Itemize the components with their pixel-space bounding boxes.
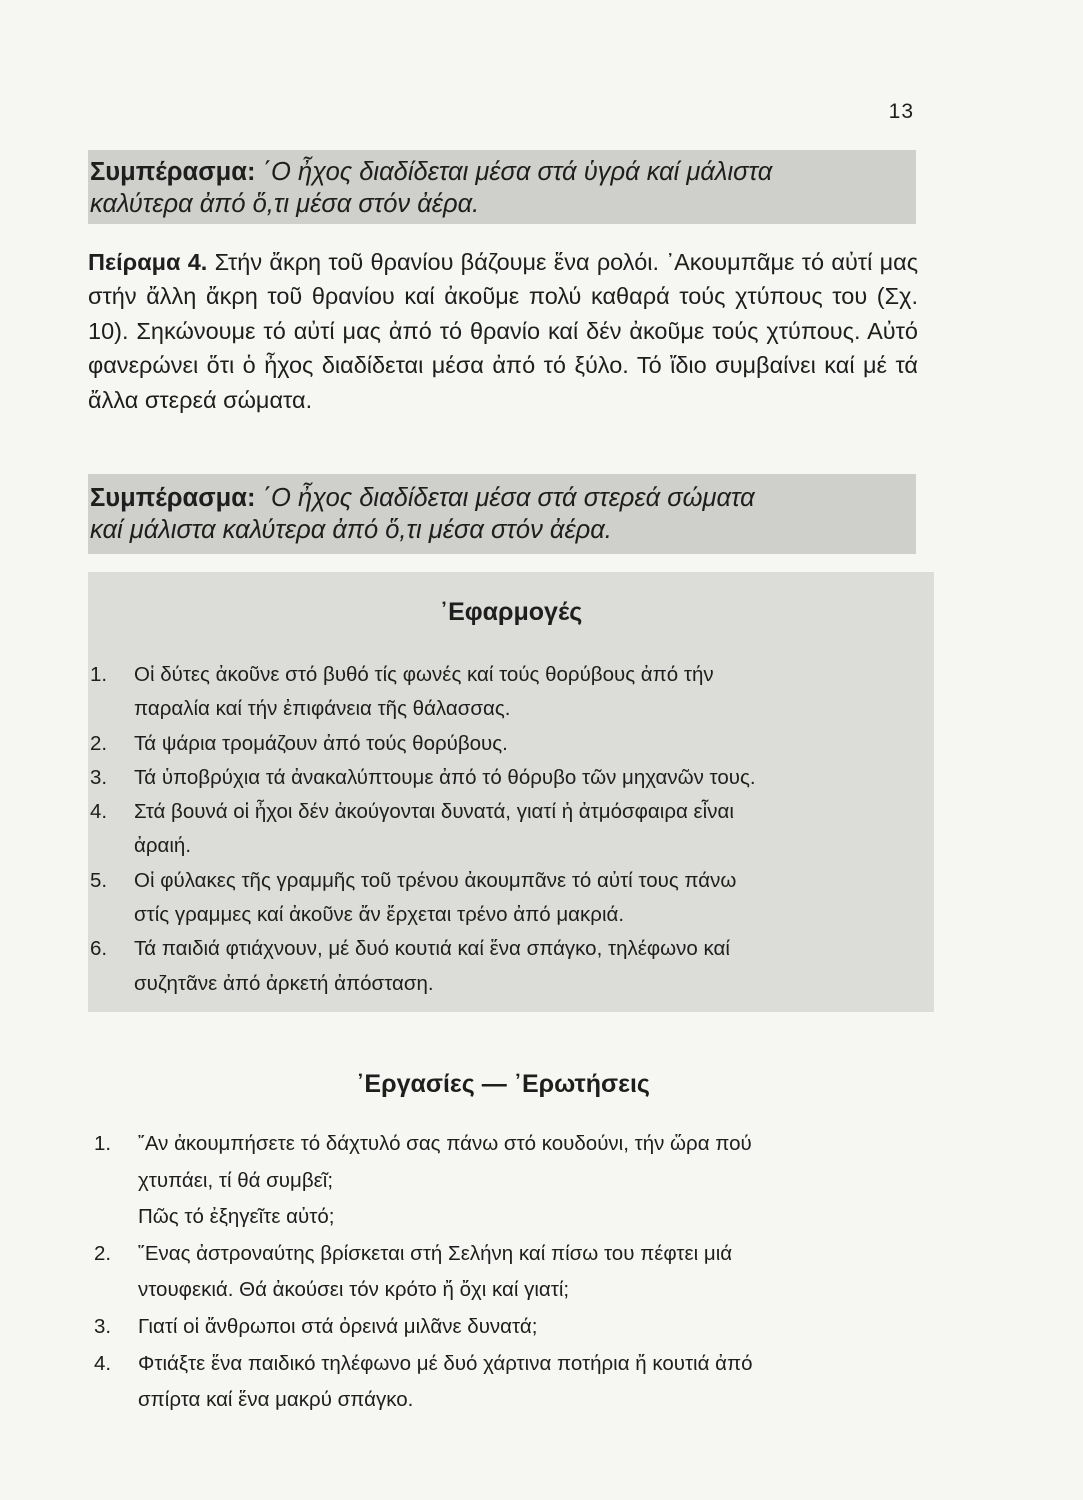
item-line: ντουφεκιά. Θά ἀκούσει τόν κρότο ἤ ὄχι καί γιατί; bbox=[138, 1278, 570, 1302]
item-number: 4. bbox=[94, 1351, 112, 1375]
questions-list bbox=[94, 1126, 924, 1419]
item-line: ῞Ενας ἀστροναύτης βρίσκεται στή Σελήνη καί πίσω του πέφτει μιά bbox=[138, 1241, 733, 1265]
item-number: 4. bbox=[90, 800, 108, 824]
item-number: 1. bbox=[90, 663, 108, 686]
list-item bbox=[90, 932, 916, 1001]
conclusion-line-1 bbox=[90, 482, 910, 514]
item-number: 3. bbox=[90, 765, 108, 789]
conclusion-box-solids bbox=[88, 474, 916, 554]
experiment-paragraph bbox=[88, 245, 918, 417]
conclusion-statement-line-1: ΄Ο ἦχος διαδίδεται μέσα στά στερεά σώματα bbox=[262, 484, 755, 512]
item-line: Οἱ φύλακες τῆς γραμμῆς τοῦ τρένου ἀκουμπᾶνε τό αὐτί τους πάνω bbox=[134, 868, 737, 892]
item-number: 6. bbox=[90, 937, 108, 961]
item-number: 2. bbox=[90, 731, 108, 755]
questions-heading: ᾿Εργασίες — ᾿Ερωτήσεις bbox=[356, 1070, 650, 1098]
item-line: Φτιάξτε ἕνα παιδικό τηλέφωνο μέ δυό χάρτινα ποτήρια ἤ κουτιά ἀπό bbox=[138, 1351, 753, 1375]
list-item bbox=[90, 795, 916, 864]
list-item bbox=[90, 761, 916, 795]
item-line: Γιατί οἱ ἄνθρωποι στά ὀρεινά μιλᾶνε δυνατά; bbox=[138, 1314, 538, 1338]
list-item bbox=[90, 727, 916, 761]
page-number: 13 bbox=[888, 100, 914, 123]
list-item bbox=[94, 1236, 924, 1309]
conclusion-label: Συμπέρασμα: bbox=[90, 484, 256, 512]
conclusion-statement-line-1: ΄Ο ἦχος διαδίδεται μέσα στά ὑγρά καί μάλιστα bbox=[262, 158, 773, 186]
list-item bbox=[94, 1346, 924, 1419]
item-line: Τά ὑποβρύχια τά ἀνακαλύπτουμε ἀπό τό θόρυβο τῶν μηχανῶν τους. bbox=[134, 765, 756, 789]
item-line: παραλία καί τήν ἐπιφάνεια τῆς θάλασσας. bbox=[134, 697, 511, 721]
item-line: Πῶς τό ἐξηγεῖτε αὐτό; bbox=[138, 1205, 335, 1229]
item-number: 5. bbox=[90, 868, 108, 892]
item-line: σπίρτα καί ἕνα μακρύ σπάγκο. bbox=[138, 1388, 414, 1412]
list-item bbox=[94, 1126, 924, 1236]
item-number: 3. bbox=[94, 1314, 112, 1338]
item-line: συζητᾶνε ἀπό ἀρκετή ἀπόσταση. bbox=[134, 971, 434, 995]
applications-panel bbox=[88, 572, 934, 1012]
list-item bbox=[94, 1309, 924, 1346]
list-item bbox=[90, 658, 916, 727]
item-line: στίς γραμμες καί ἀκοῦνε ἄν ἔρχεται τρένο ἀπό μακριά. bbox=[134, 903, 625, 927]
applications-heading: ᾿Εφαρμογές bbox=[439, 598, 583, 626]
item-line: Οἱ δύτες ἀκοῦνε στό βυθό τίς φωνές καί τούς θορύβους ἀπό τήν bbox=[134, 663, 714, 686]
conclusion-statement-line-2: καλύτερα ἀπό ὅ,τι μέσα στόν ἀέρα. bbox=[90, 190, 480, 218]
item-line: Τά παιδιά φτιάχνουν, μέ δυό κουτιά καί ἕνα σπάγκο, τηλέφωνο καί bbox=[134, 937, 730, 961]
conclusion-text bbox=[90, 482, 910, 546]
experiment-text: Στήν ἄκρη τοῦ θρανίου βάζουμε ἕνα ρολόι. ᾿Ακουμπᾶμε τό αὐτί μας στήν ἄλλη ἄκρη τοῦ θρανίου καί ἀκοῦμε πολύ καθαρά τούς χτύπους του (Σχ. 10). Σηκώνουμε τό αὐτί μας ἀπό τό θρανίο καί δέν ἀκοῦμε τούς χτύπους. Αὐτό φανερώνει ὅτι ὁ ἦχος διαδίδεται μέσα ἀπό τό ξύλο. Τό ἴδιο συμβαίνει καί μέ τά ἄλλα στερεά σώματα. bbox=[88, 249, 919, 413]
item-line: Στά βουνά οἱ ἦχοι δέν ἀκούγονται δυνατά, γιατί ἡ ἀτμόσφαιρα εἶναι bbox=[134, 800, 734, 824]
conclusion-line-1 bbox=[90, 156, 910, 188]
item-number: 1. bbox=[94, 1132, 112, 1155]
experiment-label: Πείραμα 4. bbox=[88, 249, 208, 275]
list-item bbox=[90, 864, 916, 933]
conclusion-statement-line-2: καί μάλιστα καλύτερα ἀπό ὅ,τι μέσα στόν ἀέρα. bbox=[90, 516, 612, 544]
item-line: ἀραιή. bbox=[134, 834, 192, 858]
item-line: χτυπάει, τί θά συμβεῖ; bbox=[138, 1168, 334, 1192]
conclusion-text bbox=[90, 156, 910, 220]
conclusion-box-liquids bbox=[88, 150, 916, 224]
item-line: ῎Αν ἀκουμπήσετε τό δάχτυλό σας πάνω στό κουδούνι, τήν ὥρα πού bbox=[138, 1132, 752, 1155]
conclusion-label: Συμπέρασμα: bbox=[90, 158, 256, 186]
item-number: 2. bbox=[94, 1241, 112, 1265]
item-line: Τά ψάρια τρομάζουν ἀπό τούς θορύβους. bbox=[134, 731, 508, 755]
applications-list bbox=[90, 658, 916, 1001]
